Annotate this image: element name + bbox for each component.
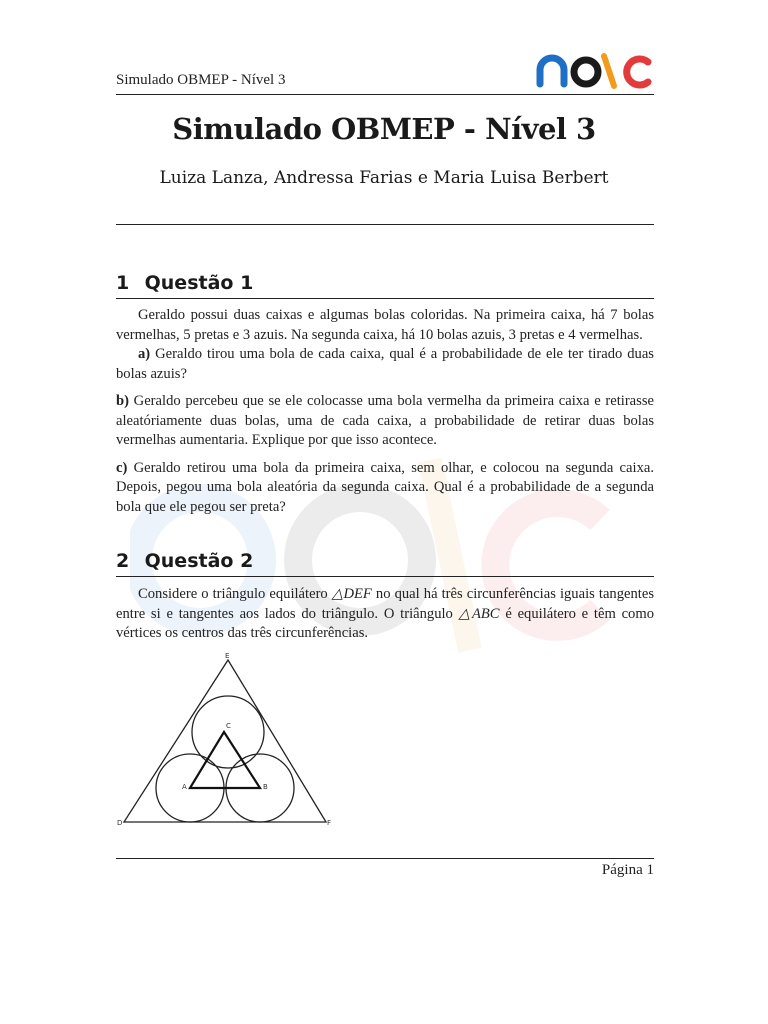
- document-authors: Luiza Lanza, Andressa Farias e Maria Luisa Berbert: [159, 168, 609, 188]
- triangle-def: [124, 660, 326, 822]
- label-C: C: [226, 722, 231, 730]
- part-c-label: c): [116, 459, 128, 476]
- triangle-abc: [190, 732, 260, 788]
- question-1-body: [116, 306, 654, 525]
- part-b-label: b): [116, 393, 129, 409]
- math-triangle-def: △DEF: [331, 586, 372, 602]
- label-E: E: [225, 652, 230, 660]
- label-A: A: [182, 783, 187, 791]
- question-2-body: [116, 585, 654, 652]
- page-header: [116, 52, 654, 95]
- section-title-text: Questão 2: [144, 550, 254, 572]
- part-b-text: Geraldo percebeu que se ele colocasse uma bola vermelha da primeira caixa e retirasse aleatóriamente duas bolas, uma de cada caixa, a probabilidade de retirar duas bolas vermelhas aumentaria. Explique por que isso acontece.: [116, 393, 654, 448]
- question-1-intro: [116, 306, 654, 345]
- label-B: B: [263, 783, 268, 791]
- question-1-part-b: [116, 392, 654, 451]
- page-number: Página 1: [601, 862, 654, 878]
- part-a-text: Geraldo tirou uma bola de cada caixa, qual é a probabilidade de ele ter tirado duas bolas azuis?: [116, 346, 654, 382]
- q2-text-2: no qual há três circunferências iguais tangentes entre si e tangentes aos lados do triângulo. O triângulo: [116, 586, 654, 622]
- label-D: D: [117, 819, 123, 827]
- section-title: [116, 272, 654, 298]
- part-c-text: Geraldo retirou uma bola da primeira caixa, sem olhar, e colocou na segunda caixa. Depois, pegou uma bola aleatória da segunda caixa. Qual é a probabilidade de a segunda bola que ele pegou ser preta?: [116, 459, 654, 515]
- q2-text-1: Considere o triângulo equilátero: [138, 586, 332, 602]
- section-heading-2: [116, 550, 654, 577]
- question-2-text: [116, 585, 654, 644]
- part-a-label: a): [138, 346, 151, 362]
- noic-logo-icon: [536, 50, 654, 90]
- q2-text-3: é equilátero e têm como vértices os centros das três circunferências.: [116, 605, 655, 641]
- question-1-part-a: [116, 345, 654, 384]
- label-F: F: [327, 819, 332, 827]
- footer-divider: [116, 858, 654, 859]
- title-divider: [116, 224, 654, 225]
- question-1-part-c: [116, 459, 654, 518]
- section-title-text: Questão 1: [144, 272, 254, 294]
- section-heading-1: [116, 272, 654, 299]
- section-number: 1: [116, 272, 130, 294]
- section-title: [116, 550, 654, 576]
- triangle-circles-figure: [116, 648, 346, 830]
- section-number: 2: [116, 550, 130, 572]
- math-triangle-abc: △ABC: [458, 605, 500, 622]
- document-title: Simulado OBMEP - Nível 3: [172, 112, 596, 146]
- intro-text: Geraldo possui duas caixas e algumas bolas coloridas. Na primeira caixa, há 7 bolas vermelhas, 5 pretas e 3 azuis. Na segunda caixa, há 10 bolas azuis, 3 pretas e 4 vermelhas.: [116, 307, 654, 343]
- running-title: Simulado OBMEP - Nível 3: [116, 72, 286, 88]
